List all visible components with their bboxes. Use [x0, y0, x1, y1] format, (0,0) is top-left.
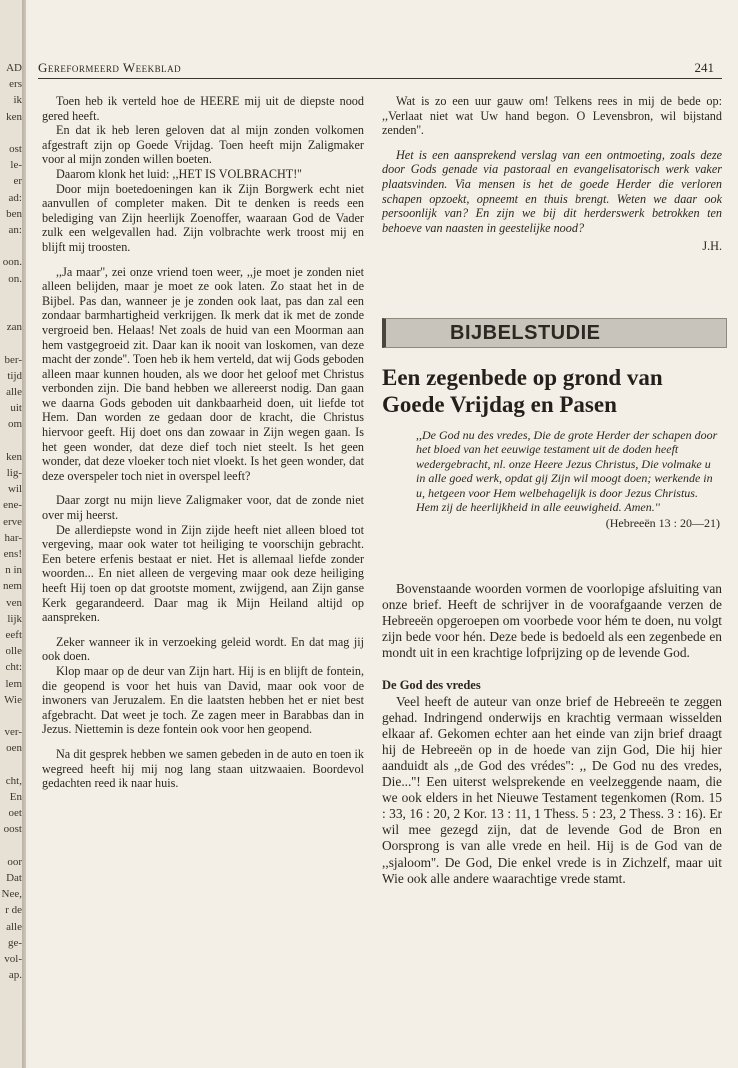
- paragraph: Klop maar op de deur van Zijn hart. Hij is en blijft de fontein, die geopend is voor het huis van David, maar ook voor de inwoners van Jeruzalem. En die laatsten hebben het er niet best afgebracht. Dat weet je toch. Ze zagen meer in Barabbas dan in Jezus. Niettemin is deze fontein ook voor hen geopend.: [42, 663, 364, 737]
- paragraph: Daarom klonk het luid: ,,HET IS VOLBRACHT!'': [56, 166, 302, 181]
- gutter-fragment: oet: [8, 807, 22, 820]
- paragraph: Bovenstaande woorden vormen de voorlopige afsluiting van onze brief. Heeft de schrijver in de voorafgaande verzen de Hebreeën opgeroepen om voorbede voor hém te doen, nu volgt zijn bede voor hén. Deze bede is bedoeld als een zegenbede en mondt uit in een krachtige lofprijzing op de levende God.: [382, 581, 722, 661]
- gutter-fragment: ben: [6, 207, 22, 220]
- gutter-fragment: ver-: [4, 726, 22, 739]
- page-number: 241: [694, 60, 714, 75]
- gutter-fragment: ken: [6, 450, 22, 463]
- gutter-fragment: oost: [3, 823, 22, 836]
- running-header: [38, 58, 722, 79]
- gutter-fragment: le-: [10, 159, 22, 172]
- gutter-fragment: n in: [5, 564, 22, 577]
- gutter-fragment: ge-: [7, 936, 22, 949]
- magazine-page: [28, 0, 738, 1068]
- gutter-fragment: ken: [6, 110, 22, 123]
- left-column: [42, 94, 364, 791]
- gutter-fragment: tijd: [7, 369, 22, 382]
- editorial-note: Het is een aansprekend verslag van een ontmoeting, zoals deze door Gods genade via pastoraal en evangelisatorisch werk vaker plaatsvinden. Via mensen is het de goede Herder die verloren schapen opzoekt, opneemt en thuis brengt. Weten we daar ook persoonlijk van? En zijn we bij dit herderswerk betrokken ten behoeve van naasten in geestelijke nood?: [382, 147, 722, 235]
- gutter-fragment: alle: [6, 386, 22, 398]
- right-column-top: [382, 94, 722, 254]
- paragraph: En dat ik heb leren geloven dat al mijn zonden volkomen afgestraft zijn op Goede Vrijdag. Toen heeft mijn Zaligmaker voor al mijn zonden willen boeten.: [42, 123, 364, 167]
- gutter-fragment: Wie: [4, 693, 22, 706]
- gutter-fragment: oor: [7, 855, 22, 868]
- article-headline: Een zegenbede op grond van Goede Vrijdag en Pasen: [382, 365, 663, 417]
- quote-reference: (Hebreeën 13 : 20—21): [605, 516, 720, 531]
- paragraph: Wat is zo een uur gauw om! Telkens rees in mij de bede op: ,,Verlaat niet wat Uw hand begon. O Levensbron, wil bijstand zenden''.: [382, 94, 722, 138]
- paragraph: Na dit gesprek hebben we samen gebeden in de auto en toen ik wegreed heeft hij mij nog lang staan uitzwaaien. Boordevol gedachten reed ik naar huis.: [42, 746, 364, 791]
- gutter-fragment: wil: [7, 483, 22, 496]
- gutter-fragment: Nee,: [1, 888, 22, 901]
- gutter-fragment: AD: [6, 62, 22, 74]
- quote-text: ,,De God nu des vredes, Die de grote Herder der schapen door het bloed van het eeuwige testament uit de doden heeft wedergebracht, nl. onze Heere Jezus Christus, Die volmake u in alle goed werk, opdat gij Zijn wil moogt doen; werkende in u, hetgeen voor Hem welbehagelijk is door Jezus Christus. Hem zij de heerlijkheid in alle eeuwigheid. Amen.'': [416, 428, 718, 515]
- section-banner: [382, 318, 727, 348]
- gutter-fragment: Dat: [6, 872, 22, 884]
- gutter-fragment: ven: [6, 596, 22, 609]
- paragraph: Door mijn boetedoeningen kan ik Zijn Borgwerk echt niet aanvullen of completer maken. Dit te denken is reeds een belediging van Zijn heerlijk Zoenoffer, waaraan God de Vader zulk een welgevallen had. Zijn volbrachte werk troost mij en blijft mij troosten.: [42, 181, 364, 254]
- article-body: [382, 581, 722, 887]
- gutter-fragment: ost: [9, 143, 22, 155]
- gutter-fragment: lig-: [6, 467, 22, 479]
- gutter-fragment: ene-: [3, 499, 22, 512]
- gutter-fragment: om: [7, 418, 22, 431]
- gutter-fragment: erve: [3, 515, 22, 528]
- gutter-fragment: nem: [3, 580, 22, 593]
- section-banner-label: BIJBELSTUDIE: [450, 322, 601, 344]
- publication-title: Gereformeerd Weekblad: [38, 60, 182, 75]
- gutter-fragment: er: [13, 175, 22, 188]
- gutter-fragment: lijk: [7, 612, 22, 625]
- scripture-quote: [416, 428, 720, 531]
- paragraph: Zeker wanneer ik in verzoeking geleid wordt. En dat mag jij ook doen.: [42, 634, 364, 664]
- gutter-fragment: ap.: [8, 969, 22, 982]
- gutter-fragment: En: [9, 791, 22, 803]
- paragraph: ,,Ja maar'', zei onze vriend toen weer, ,,je moet je zonden niet alleen belijden, maar je moet ze ook laten. Zo staat het in de Bijbel. Pas dan, wanneer je je zonden ook laat, pas dan zal een zondaar barmhartigheid verkrijgen. Ik merk dat ik met de zonde vergroeid ben. Helaas! Net zoals de huid van een Moorman aan hem vastgegroeid zit. Daar kan ik nooit van loskomen, van deze macht der zonde''. Toen heb ik hem verteld, dat wij Gods geboden alleen maar kunnen houden, als we door het geloof met Christus verbonden zijn. Die band hebben we allereerst nodig. Dan gaan we daarna Gods geboden uit dankbaarheid doen, uit liefde tot Hem. Dan worden ze gedaan door de kracht, die Christus hiervoor geeft. Hij doet ons dan zowaar in Zijn wegen gaan. Is het geen wonder, dat deze dief toch niet steelt. Is het geen wonder, dat deze vloeker toch niet vloekt. Is het geen wonder, dat deze overspeler toch niet in overspel leeft?: [42, 264, 364, 483]
- author-initials: J.H.: [702, 239, 722, 254]
- binding-shadow: [22, 0, 26, 1068]
- gutter-fragment: ens!: [3, 548, 22, 560]
- paragraph: Toen heb ik verteld hoe de HEERE mij uit de diepste nood gered heeft.: [42, 94, 364, 123]
- gutter-fragment: ber-: [4, 353, 22, 366]
- paragraph: Daar zorgt nu mijn lieve Zaligmaker voor, dat de zonde niet over mij heerst.: [42, 493, 364, 523]
- gutter-fragment: olle: [5, 645, 22, 658]
- paragraph: Veel heeft de auteur van onze brief de Hebreeën te zeggen gehad. Indringend onderwijs en krachtig vermaan wisselden elkaar af. Gekomen echter aan het einde van zijn brief draagt hij de Hebreeën op in de hoede van zijn God, Die hij hier aanduidt als ,,de God des vrédes'': ,, De God nu des vredes, Die...''! Een uiterst welsprekende en veelzeggende naam, die we ook elders in het Nieuwe Testament tegenkomen (Rom. 15 : 33, 16 : 20, 2 Kor. 13 : 11, 1 Thess. 5 : 23, 2 Thess. 3 : 16). Er wil mee gezegd zijn, dat de levende God de Bron en Oorsprong is van alle vrede en heil. Hij is de God van de ,,sjaloom''. De God, Die enkel vrede is in Zichzelf, maar uit Wie ook alle andere waarachtige vrede stamt.: [382, 693, 722, 886]
- adjacent-page-gutter: [0, 0, 26, 1068]
- gutter-fragment: eeft: [5, 629, 22, 641]
- subheading: De God des vredes: [382, 678, 481, 693]
- gutter-fragment: ad:: [8, 191, 22, 204]
- gutter-fragment: cht:: [5, 661, 22, 674]
- gutter-fragment: an:: [8, 224, 22, 236]
- gutter-fragment: r de: [5, 904, 22, 917]
- gutter-fragment: har-: [4, 531, 22, 544]
- gutter-fragment: uit: [10, 402, 22, 415]
- gutter-fragment: ik: [13, 94, 22, 107]
- gutter-fragment: on.: [8, 272, 22, 285]
- gutter-fragment: lem: [5, 677, 22, 690]
- gutter-fragment: cht,: [5, 774, 22, 787]
- gutter-fragment: zan: [6, 321, 22, 334]
- gutter-fragment: oen: [6, 742, 22, 755]
- paragraph: De allerdiepste wond in Zijn zijde heeft niet alleen bloed tot vergeving, maar ook water tot heiliging te voorschijn gebracht. Een betere erfenis bestaat er niet. Het is allemaal liefde zonder woorden... En niet alleen de vergeving maar ook deze heiliging heeft Hij toen op dat grootste moment, zwijgend, aan Zijn ganse Kerk gegarandeerd. Daar mag ik Mijn Heiland altijd op aanspreken.: [42, 522, 364, 625]
- gutter-fragment: ers: [9, 78, 22, 91]
- gutter-fragment: alle: [6, 920, 22, 933]
- gutter-fragment: oon.: [2, 256, 22, 269]
- gutter-fragment: vol-: [4, 953, 22, 965]
